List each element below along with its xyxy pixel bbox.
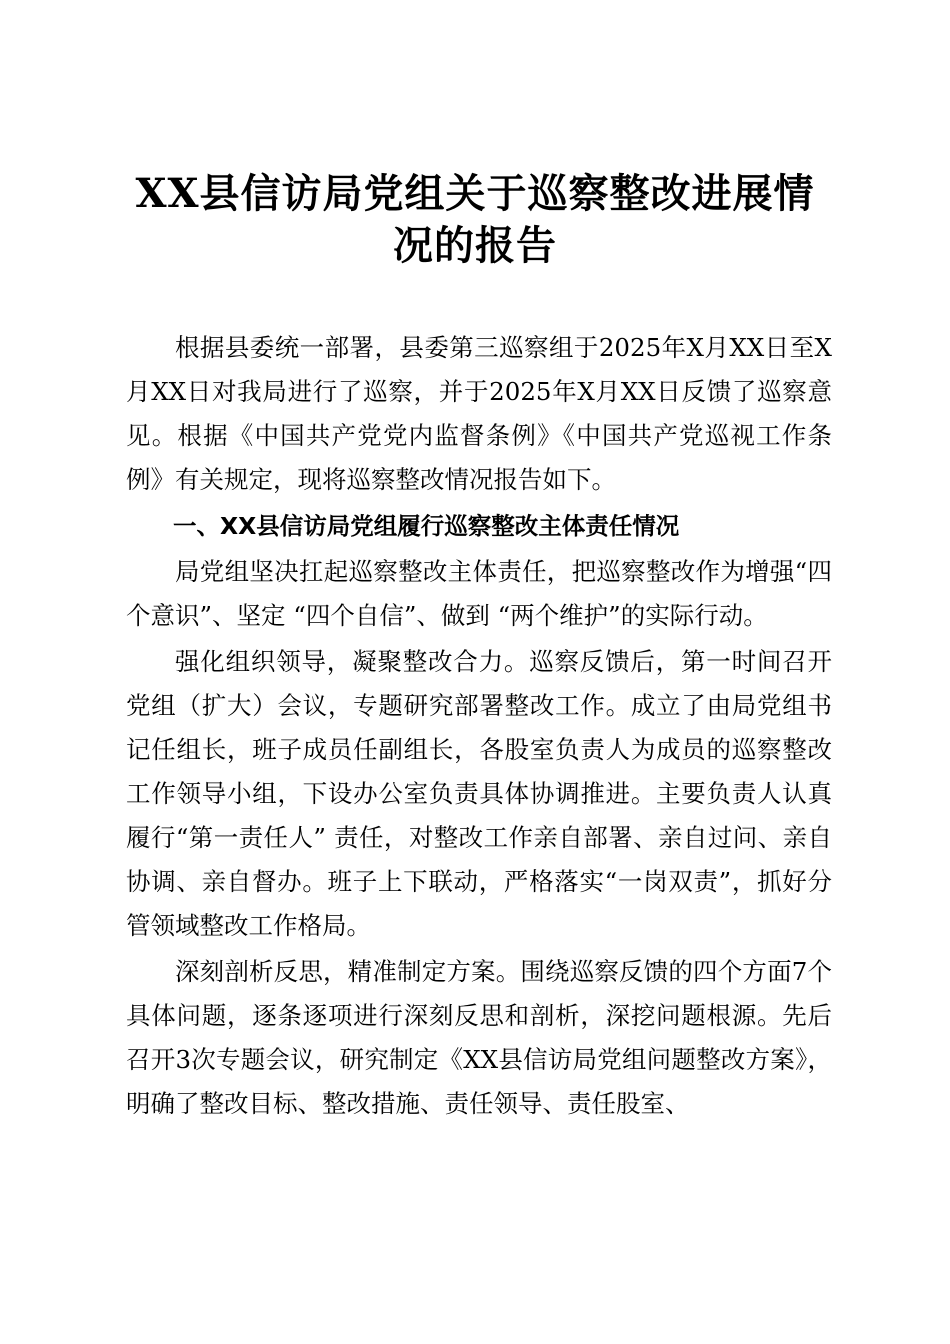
body-paragraph: 强化组织领导，凝聚整改合力。巡察反馈后，第一时间召开党组（扩大）会议，专题研究部署整改工作。成立了由局党组书记任组长，班子成员任副组长，各股室负责人为成员的巡察整改工作领导小组，下设办公室负责具体协调推进。主要负责人认真履行“第一责任人” 责任，对整改工作亲自部署、亲自过问、亲自协调、亲自督办。班子上下联动，严格落实“一岗双责”，抓好分管领域整改工作格局。 [126,647,832,940]
title-line-2: 况的报告 [393,222,557,269]
title-line-1: XX县信访局党组关于巡察整改进展情 [135,170,815,217]
intro-paragraph: 根据县委统一部署，县委第三巡察组于2025年X月XX日至X月XX日对我局进行了巡察，并于2025年X月XX日反馈了巡察意见。根据《中国共产党党内监督条例》《中国共产党巡视工作条例》有关规定，现将巡察整改情况报告如下。 [126,333,832,494]
document-body [126,326,832,1128]
body-paragraph: 局党组坚决扛起巡察整改主体责任，把巡察整改作为增强“四个意识”、坚定 “四个自信”、做到 “两个维护”的实际行动。 [126,557,832,630]
body-paragraph: 深刻剖析反思，精准制定方案。围绕巡察反馈的四个方面7个具体问题，逐条逐项进行深刻反思和剖析，深挖问题根源。先后召开3次专题会议，研究制定《XX县信访局党组问题整改方案》，明确了整改目标、整改措施、责任领导、责任股室、 [126,957,832,1118]
document-title [100,168,850,272]
section-heading-1: 一、XX县信访局党组履行巡察整改主体责任情况 [173,512,680,540]
